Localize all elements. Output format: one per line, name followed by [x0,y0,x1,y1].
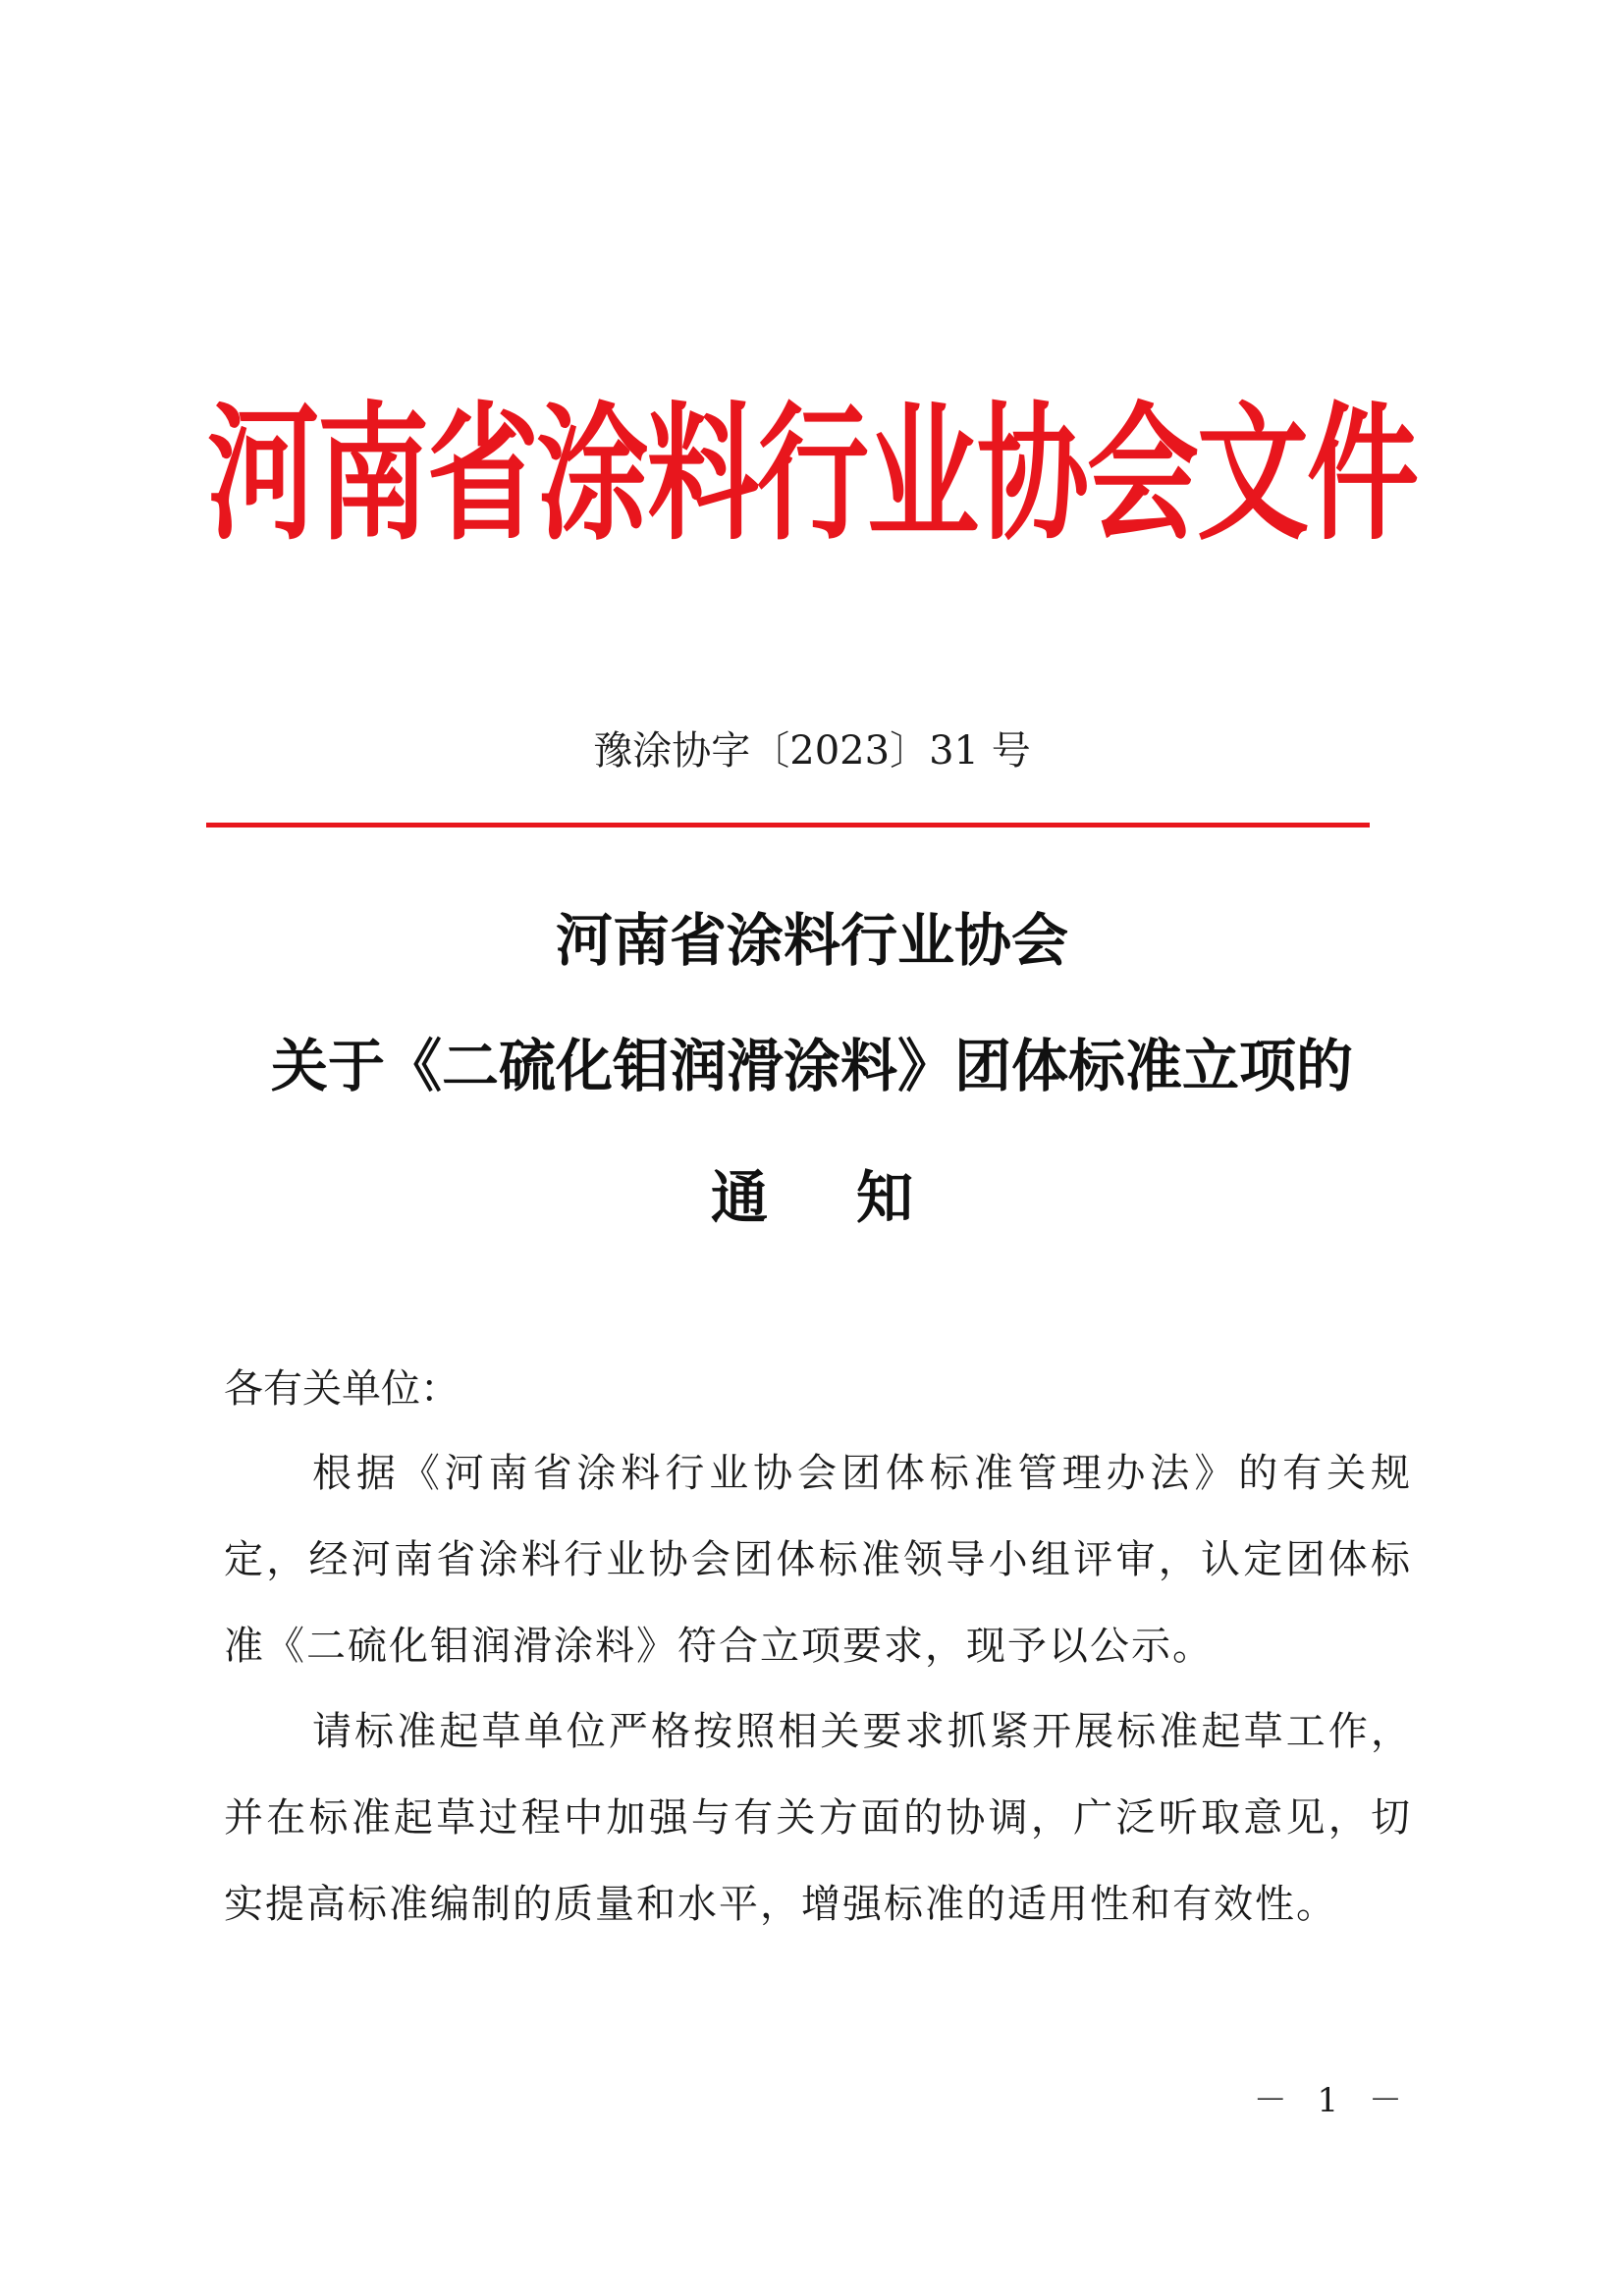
salutation: 各有关单位： [224,1366,460,1412]
body-paragraph: 根据《河南省涂料行业协会团体标准管理办法》的有关规定，经河南省涂料行业协会团体标准领导小组评审，认定团体标准《二硫化钼润滑涂料》符合立项要求，现予以公示。 [224,1451,1412,1669]
red-divider-line [206,823,1370,828]
notice-title-line-3: 通知 [710,1164,1001,1231]
page-number: － 1 － [1253,2081,1412,2120]
notice-title-line-2: 关于《二硫化钼润滑涂料》团体标准立项的 [270,1033,1353,1099]
notice-title-line-1: 河南省涂料行业协会 [555,907,1068,974]
masthead-title: 河南省涂料行业协会文件 [206,388,1417,561]
document-number: 豫涂协字〔2023〕31 号 [593,728,1031,774]
body-paragraph: 请标准起草单位严格按照相关要求抓紧开展标准起草工作，并在标准起草过程中加强与有关方面的协调，广泛听取意见，切实提高标准编制的质量和水平，增强标准的适用性和有效性。 [224,1709,1412,1927]
